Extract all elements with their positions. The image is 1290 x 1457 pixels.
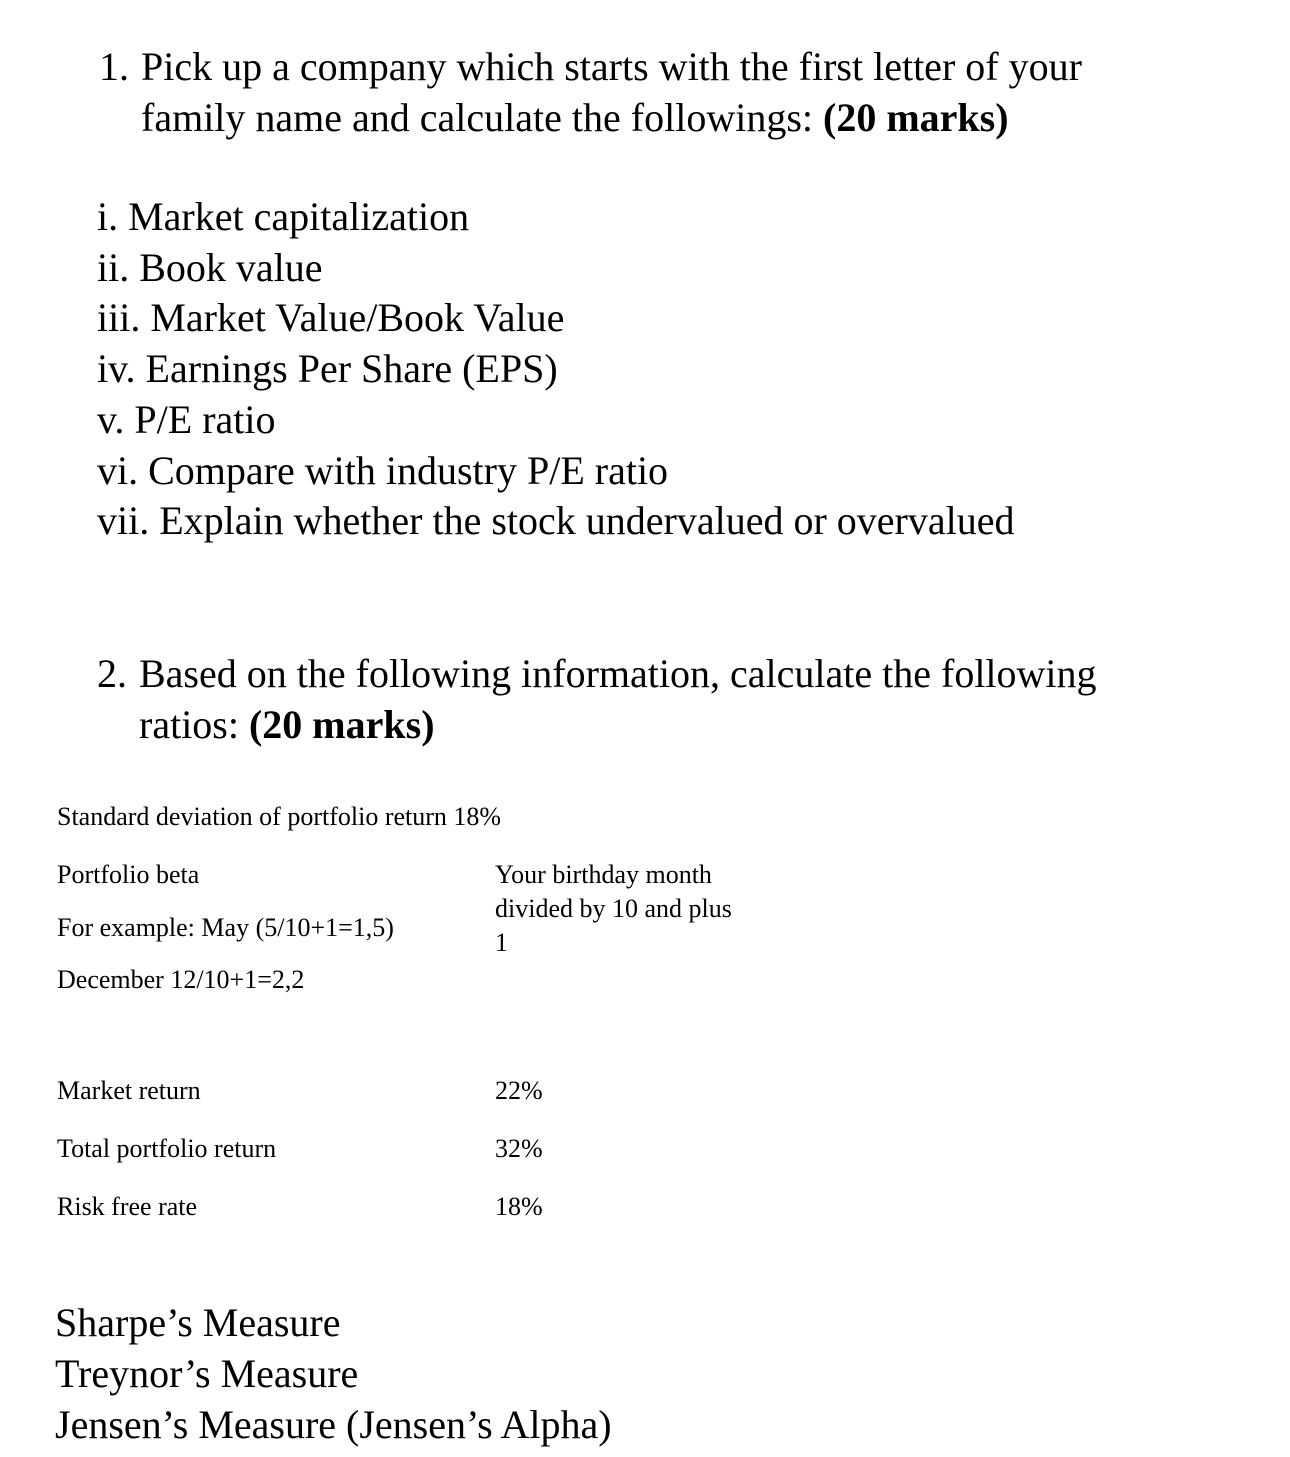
question-1-items	[97, 192, 1014, 547]
market-return-value: 22%	[495, 1076, 543, 1105]
question-2-heading	[97, 648, 1247, 750]
jensen-measure: Jensen’s Measure (Jensen’s Alpha)	[55, 1402, 612, 1447]
measures-list	[55, 1297, 612, 1450]
sharpe-measure: Sharpe’s Measure	[55, 1300, 341, 1345]
question-1-heading	[99, 41, 1219, 143]
beta-december: December 12/10+1=2,2	[57, 965, 305, 994]
list-item: v. P/E ratio	[97, 396, 276, 442]
list-item: ii. Book value	[97, 244, 323, 290]
question-2-line-1: Based on the following information, calculate the following	[139, 651, 1097, 696]
list-item: i. Market capitalization	[97, 194, 470, 239]
list-item: vii. Explain whether the stock undervalued or overvalued	[97, 498, 1015, 544]
question-1-marks: (20 marks)	[823, 95, 1009, 140]
list-item: vi. Compare with industry P/E ratio	[97, 447, 669, 493]
risk-free-value: 18%	[495, 1192, 543, 1221]
beta-example: For example: May (5/10+1=1,5)	[57, 913, 394, 942]
question-2-marks: (20 marks)	[248, 702, 435, 747]
market-return-label: Market return	[57, 1076, 201, 1105]
question-2-number: 2.	[97, 651, 127, 696]
beta-label: Portfolio beta	[57, 860, 200, 889]
treynor-measure: Treynor’s Measure	[55, 1351, 359, 1396]
question-1-line-2: family name and calculate the followings:	[141, 95, 823, 140]
list-item: iii. Market Value/Book Value	[97, 295, 565, 341]
question-1-number: 1.	[99, 44, 129, 89]
std-dev-value: 18%	[453, 802, 502, 831]
total-return-label: Total portfolio return	[57, 1134, 277, 1163]
list-item: iv. Earnings Per Share (EPS)	[97, 346, 558, 392]
question-1-line-1: Pick up a company which starts with the first letter of your	[141, 44, 1082, 89]
std-dev-row	[57, 801, 501, 833]
std-dev-label: Standard deviation of portfolio return	[57, 802, 447, 831]
risk-free-label: Risk free rate	[57, 1192, 198, 1221]
question-2-line-2: ratios:	[139, 702, 249, 747]
total-return-value: 32%	[495, 1134, 543, 1163]
beta-note: Your birthday month divided by 10 and plus 1	[495, 860, 732, 957]
